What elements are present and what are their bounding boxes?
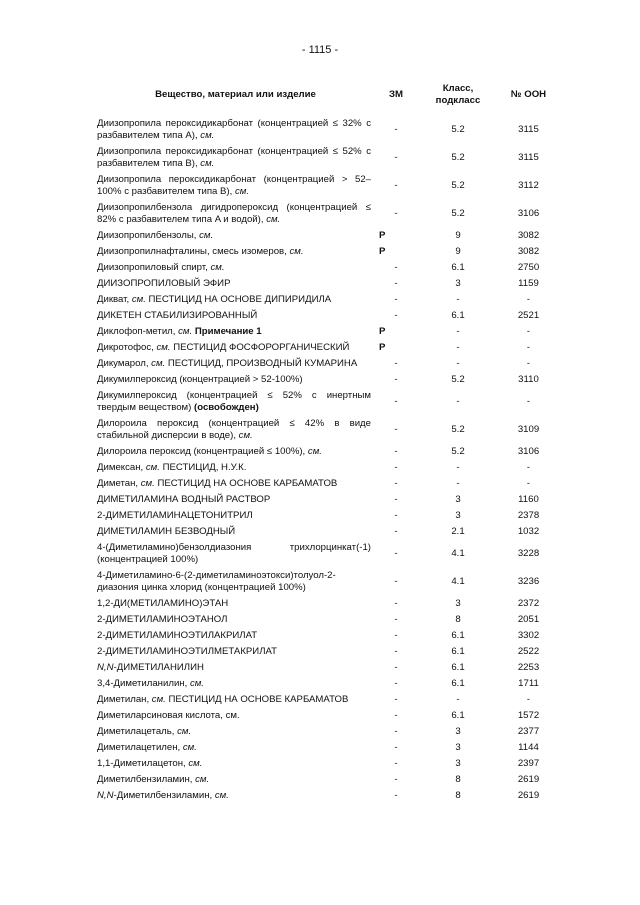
- class-cell: 8: [455, 774, 461, 785]
- see-target: ПЕСТИЦИД, Н.У.К.: [159, 462, 247, 473]
- zm-cell: -: [394, 446, 398, 457]
- substance-text: Диизопропилбензолы,: [97, 230, 200, 241]
- header-class: Класс, подкласс: [435, 83, 481, 106]
- table-row: [97, 628, 559, 644]
- class-cell: 6.1: [451, 646, 465, 657]
- un-number-cell: 3115: [518, 124, 539, 135]
- un-number-cell: -: [526, 326, 531, 337]
- table-row: [97, 388, 559, 416]
- table-row: [97, 116, 559, 144]
- substance-text: 1,2-ДИ(МЕТИЛАМИНО)ЭТАН: [97, 598, 229, 609]
- un-number-cell: 2253: [517, 662, 540, 673]
- table-row: [97, 416, 559, 444]
- class-cell: 2.1: [451, 526, 465, 537]
- substance-text: Диметилбензиламин,: [97, 774, 196, 785]
- zm-cell: -: [394, 494, 398, 505]
- see-reference: см.: [195, 774, 210, 785]
- table-row: [97, 340, 559, 356]
- zm-cell: -: [394, 152, 398, 163]
- zm-cell: -: [394, 208, 398, 219]
- see-reference: см.: [177, 726, 192, 737]
- class-cell: 5.2: [451, 152, 465, 163]
- see-reference: см.: [151, 358, 166, 369]
- substance-text: -Диметилбензиламин,: [113, 790, 215, 801]
- substance-text: Димексан,: [97, 462, 146, 473]
- table-row: [97, 172, 559, 200]
- table-row: [97, 676, 559, 692]
- class-cell: 5.2: [451, 374, 465, 385]
- table-row: [97, 788, 559, 804]
- class-cell: 6.1: [451, 262, 465, 273]
- substance-text: Дикумилпероксид (концентрацией > 52-100%): [97, 374, 303, 385]
- zm-cell: -: [394, 678, 398, 689]
- table-row: [97, 724, 559, 740]
- see-reference: см.: [238, 430, 253, 441]
- table-row: [97, 444, 559, 460]
- un-number-cell: 3115: [518, 152, 539, 163]
- see-target: ПЕСТИЦИД ФОСФОРОРГАНИЧЕСКИЙ: [170, 342, 350, 353]
- class-cell: 6.1: [451, 678, 465, 689]
- see-reference: см.: [156, 342, 171, 353]
- table-row: [97, 540, 559, 568]
- see-reference: см.: [307, 446, 322, 457]
- see-reference: см.: [266, 214, 281, 225]
- un-number-cell: 2750: [517, 262, 540, 273]
- table-row: [97, 660, 559, 676]
- substance-text: Диизопропила пероксидикарбонат (концентрацией ≤ 32% с разбавителем типа A),: [97, 118, 371, 141]
- substance-text: ДИКЕТЕН СТАБИЛИЗИРОВАННЫЙ: [97, 310, 258, 321]
- see-reference: см.: [151, 694, 166, 705]
- un-number-cell: 1159: [518, 278, 539, 289]
- see-reference: см.: [131, 294, 146, 305]
- un-number-cell: -: [526, 396, 531, 407]
- zm-cell: P: [379, 230, 386, 241]
- substance-text: ДИИЗОПРОПИЛОВЫЙ ЭФИР: [97, 278, 231, 289]
- substance-name: [97, 492, 374, 508]
- substance-prefix: N,N: [97, 662, 114, 673]
- un-number-cell: 3110: [518, 374, 539, 385]
- page-number: - 1115 -: [301, 44, 339, 56]
- table-row: [97, 228, 559, 244]
- class-cell: 3: [455, 278, 461, 289]
- un-number-cell: 3082: [517, 246, 540, 257]
- un-number-cell: 2378: [517, 510, 540, 521]
- un-number-cell: 2397: [517, 758, 540, 769]
- substance-text: ДИМЕТИЛАМИН БЕЗВОДНЫЙ: [97, 526, 236, 537]
- zm-cell: -: [394, 510, 398, 521]
- substance-name: [97, 340, 374, 356]
- zm-cell: -: [394, 614, 398, 625]
- table-header-row: [97, 74, 559, 116]
- un-number-cell: 1160: [518, 494, 539, 505]
- table-row: [97, 476, 559, 492]
- substance-name: [97, 444, 374, 460]
- table-row: [97, 568, 559, 596]
- un-number-cell: 2521: [517, 310, 540, 321]
- zm-cell: -: [394, 310, 398, 321]
- zm-cell: -: [394, 180, 398, 191]
- zm-cell: -: [394, 694, 398, 705]
- substance-name: [97, 460, 374, 476]
- class-cell: -: [456, 694, 460, 705]
- substance-name: [97, 660, 374, 676]
- class-cell: 6.1: [451, 310, 465, 321]
- see-reference: см.: [182, 742, 197, 753]
- substance-name: [97, 644, 374, 660]
- see-target: ПЕСТИЦИД НА ОСНОВЕ КАРБАМАТОВ: [165, 694, 349, 705]
- header-un-number: № ООН: [510, 89, 547, 100]
- zm-cell: -: [394, 526, 398, 537]
- un-number-cell: 1144: [518, 742, 539, 753]
- class-cell: 3: [455, 758, 461, 769]
- substance-text: 2-ДИМЕТИЛАМИНОЭТИЛАКРИЛАТ: [97, 630, 258, 641]
- table-row: [97, 292, 559, 308]
- zm-cell: -: [394, 462, 398, 473]
- zm-cell: -: [394, 358, 398, 369]
- table-row: [97, 644, 559, 660]
- substance-name: [97, 756, 374, 772]
- substance-name: [97, 276, 374, 292]
- substance-text: -ДИМЕТИЛАНИЛИН: [113, 662, 204, 673]
- substance-name: [97, 356, 374, 372]
- see-target: ПЕСТИЦИД, ПРОИЗВОДНЫЙ КУМАРИНА: [165, 358, 358, 369]
- see-reference: см.: [199, 230, 214, 241]
- zm-cell: P: [379, 326, 386, 337]
- class-cell: 4.1: [451, 576, 465, 587]
- see-reference: см.: [188, 758, 203, 769]
- zm-cell: -: [394, 124, 398, 135]
- substance-text: Диметилан,: [97, 694, 152, 705]
- class-cell: 4.1: [451, 548, 465, 559]
- substance-name: [97, 740, 374, 756]
- substance-name: [97, 388, 374, 416]
- class-cell: 5.2: [451, 208, 465, 219]
- substance-text: 1,1-Диметилацетон,: [97, 758, 189, 769]
- class-cell: -: [456, 326, 460, 337]
- table-row: [97, 692, 559, 708]
- substance-name: [97, 708, 374, 724]
- substance-text: Дилороила пероксид (концентрацией ≤ 100%),: [97, 446, 308, 457]
- see-target: ПЕСТИЦИД НА ОСНОВЕ КАРБАМАТОВ: [154, 478, 338, 489]
- see-reference: см.: [200, 158, 215, 169]
- substance-text: Диизопропилбензола дигидропероксид (концентрацией ≤ 82% с разбавителем типа A и водой),: [97, 202, 371, 225]
- zm-cell: -: [394, 646, 398, 657]
- zm-cell: -: [394, 598, 398, 609]
- un-number-cell: 3236: [517, 576, 540, 587]
- substance-text: 4-Диметиламино-6-(2-диметиламиноэтокси)толуол-2-диазония цинка хлорид (концентрацией 100%): [97, 570, 336, 593]
- substance-text: ДИМЕТИЛАМИНА ВОДНЫЙ РАСТВОР: [97, 494, 271, 505]
- un-number-cell: -: [526, 358, 531, 369]
- table-row: [97, 372, 559, 388]
- class-cell: 6.1: [451, 662, 465, 673]
- see-target: ПЕСТИЦИД НА ОСНОВЕ ДИПИРИДИЛА: [145, 294, 332, 305]
- substance-text: Диклофоп-метил,: [97, 326, 179, 337]
- un-number-cell: 3109: [517, 424, 540, 435]
- see-reference: см.: [140, 478, 155, 489]
- see-reference: см.: [145, 462, 160, 473]
- substance-note: (освобожден): [194, 402, 259, 413]
- header-substance: Вещество, материал или изделие: [155, 89, 316, 100]
- table-row: [97, 612, 559, 628]
- zm-cell: -: [394, 726, 398, 737]
- see-reference: см.: [289, 246, 304, 257]
- table-row: [97, 492, 559, 508]
- see-reference: см.: [234, 186, 250, 197]
- class-cell: -: [456, 342, 460, 353]
- zm-cell: -: [394, 710, 398, 721]
- substance-name: [97, 260, 374, 276]
- table-row: [97, 144, 559, 172]
- substance-name: [97, 324, 374, 340]
- un-number-cell: -: [526, 294, 531, 305]
- see-reference: см.: [214, 790, 229, 801]
- class-cell: -: [456, 478, 460, 489]
- substance-name: [97, 172, 374, 200]
- un-number-cell: 3106: [517, 446, 540, 457]
- substance-text: 2-ДИМЕТИЛАМИНОЭТАНОЛ: [97, 614, 228, 625]
- class-cell: 9: [455, 246, 461, 257]
- un-number-cell: 3112: [518, 180, 539, 191]
- class-cell: 5.2: [451, 180, 465, 191]
- substance-name: [97, 540, 374, 568]
- class-cell: -: [456, 294, 460, 305]
- substance-name: [97, 568, 374, 596]
- substance-text: Диизопропила пероксидикарбонат (концентрацией ≤ 52% с разбавителем типа B),: [97, 146, 371, 169]
- zm-cell: -: [394, 630, 398, 641]
- substance-name: [97, 612, 374, 628]
- un-number-cell: 3228: [517, 548, 540, 559]
- substance-name: [97, 116, 374, 144]
- zm-cell: P: [379, 342, 386, 353]
- class-cell: 8: [455, 790, 461, 801]
- zm-cell: -: [394, 662, 398, 673]
- substance-name: [97, 596, 374, 612]
- un-number-cell: -: [526, 342, 531, 353]
- table-row: [97, 324, 559, 340]
- substance-name: [97, 476, 374, 492]
- substance-text: Дикумилпероксид (концентрацией ≤ 52% с инертным твердым веществом): [97, 390, 371, 413]
- class-cell: 3: [455, 726, 461, 737]
- table-row: [97, 356, 559, 372]
- table-row: [97, 596, 559, 612]
- un-number-cell: 2619: [517, 790, 540, 801]
- substance-name: [97, 508, 374, 524]
- substance-name: [97, 292, 374, 308]
- table-body: [97, 116, 559, 804]
- class-cell: 3: [455, 742, 461, 753]
- see-reference: см.: [178, 326, 193, 337]
- table-row: [97, 772, 559, 788]
- class-cell: 6.1: [451, 710, 465, 721]
- zm-cell: -: [394, 742, 398, 753]
- zm-cell: -: [394, 262, 398, 273]
- header-zm: ЗМ: [388, 89, 403, 100]
- zm-cell: -: [394, 424, 398, 435]
- substance-text: Диизопропилнафталины, смесь изомеров,: [97, 246, 290, 257]
- substance-name: [97, 308, 374, 324]
- un-number-cell: 2522: [517, 646, 540, 657]
- un-number-cell: 2051: [517, 614, 540, 625]
- substance-name: [97, 244, 374, 260]
- substance-text: 3,4-Диметиланилин,: [97, 678, 190, 689]
- substance-text: 2-ДИМЕТИЛАМИНОЭТИЛМЕТАКРИЛАТ: [97, 646, 278, 657]
- zm-cell: -: [394, 790, 398, 801]
- table-row: [97, 276, 559, 292]
- substance-note: Примечание 1: [192, 326, 262, 337]
- see-reference: см.: [200, 130, 215, 141]
- table-row: [97, 740, 559, 756]
- substance-text: Диизопропила пероксидикарбонат (концентрацией > 52–100% с разбавителем типа B),: [97, 174, 371, 197]
- zm-cell: -: [394, 294, 398, 305]
- class-cell: 3: [455, 494, 461, 505]
- un-number-cell: 2372: [517, 598, 540, 609]
- class-cell: 3: [455, 510, 461, 521]
- un-number-cell: 2377: [517, 726, 540, 737]
- zm-cell: -: [394, 774, 398, 785]
- substance-text: 4-(Диметиламино)бензолдиазония трихлорцинкат(-1) (концентрацией 100%): [97, 542, 371, 565]
- table-row: [97, 244, 559, 260]
- class-cell: 6.1: [451, 630, 465, 641]
- class-cell: 9: [455, 230, 461, 241]
- zm-cell: -: [394, 374, 398, 385]
- substance-name: [97, 692, 374, 708]
- substance-text: Диметан,: [97, 478, 141, 489]
- class-cell: 5.2: [451, 124, 465, 135]
- substance-text: Дикумарол,: [97, 358, 152, 369]
- table-row: [97, 508, 559, 524]
- zm-cell: -: [394, 758, 398, 769]
- un-number-cell: 3082: [517, 230, 540, 241]
- table-row: [97, 308, 559, 324]
- substance-text: Дикротофос,: [97, 342, 157, 353]
- substance-name: [97, 372, 374, 388]
- substance-text: Дилороила пероксид (концентрацией ≤ 42% в виде стабильной дисперсии в воде),: [97, 418, 371, 441]
- zm-cell: -: [394, 576, 398, 587]
- class-cell: 3: [455, 598, 461, 609]
- class-cell: -: [456, 396, 460, 407]
- un-number-cell: -: [526, 462, 531, 473]
- substance-name: [97, 416, 374, 444]
- zm-cell: -: [394, 396, 398, 407]
- un-number-cell: 1032: [517, 526, 540, 537]
- substance-name: [97, 144, 374, 172]
- un-number-cell: -: [526, 478, 531, 489]
- substance-text: Диизопропиловый спирт,: [97, 262, 211, 273]
- see-reference: см.: [189, 678, 204, 689]
- class-cell: 5.2: [451, 424, 465, 435]
- un-number-cell: -: [526, 694, 531, 705]
- substance-prefix: N,N: [97, 790, 114, 801]
- substance-name: [97, 200, 374, 228]
- see-reference: см.: [210, 262, 225, 273]
- substance-name: [97, 724, 374, 740]
- substance-name: [97, 676, 374, 692]
- zm-cell: P: [379, 246, 386, 257]
- table-row: [97, 708, 559, 724]
- dangerous-goods-table: [97, 74, 559, 804]
- substance-text: Диметилацетилен,: [97, 742, 183, 753]
- zm-cell: -: [394, 278, 398, 289]
- substance-text: 2-ДИМЕТИЛАМИНАЦЕТОНИТРИЛ: [97, 510, 253, 521]
- zm-cell: -: [394, 548, 398, 559]
- substance-text: Диметилацеталь,: [97, 726, 178, 737]
- table-row: [97, 460, 559, 476]
- substance-text: Диметиларсиновая кислота, см.: [97, 710, 240, 721]
- substance-name: [97, 524, 374, 540]
- substance-name: [97, 788, 374, 804]
- substance-name: [97, 628, 374, 644]
- un-number-cell: 2619: [517, 774, 540, 785]
- un-number-cell: 1711: [518, 678, 539, 689]
- substance-text: Дикват,: [97, 294, 132, 305]
- zm-cell: -: [394, 478, 398, 489]
- table-row: [97, 200, 559, 228]
- class-cell: -: [456, 462, 460, 473]
- substance-name: [97, 228, 374, 244]
- table-row: [97, 524, 559, 540]
- table-row: [97, 756, 559, 772]
- un-number-cell: 1572: [517, 710, 540, 721]
- substance-name: [97, 772, 374, 788]
- un-number-cell: 3302: [517, 630, 540, 641]
- class-cell: 8: [455, 614, 461, 625]
- un-number-cell: 3106: [517, 208, 540, 219]
- table-row: [97, 260, 559, 276]
- class-cell: -: [456, 358, 460, 369]
- class-cell: 5.2: [451, 446, 465, 457]
